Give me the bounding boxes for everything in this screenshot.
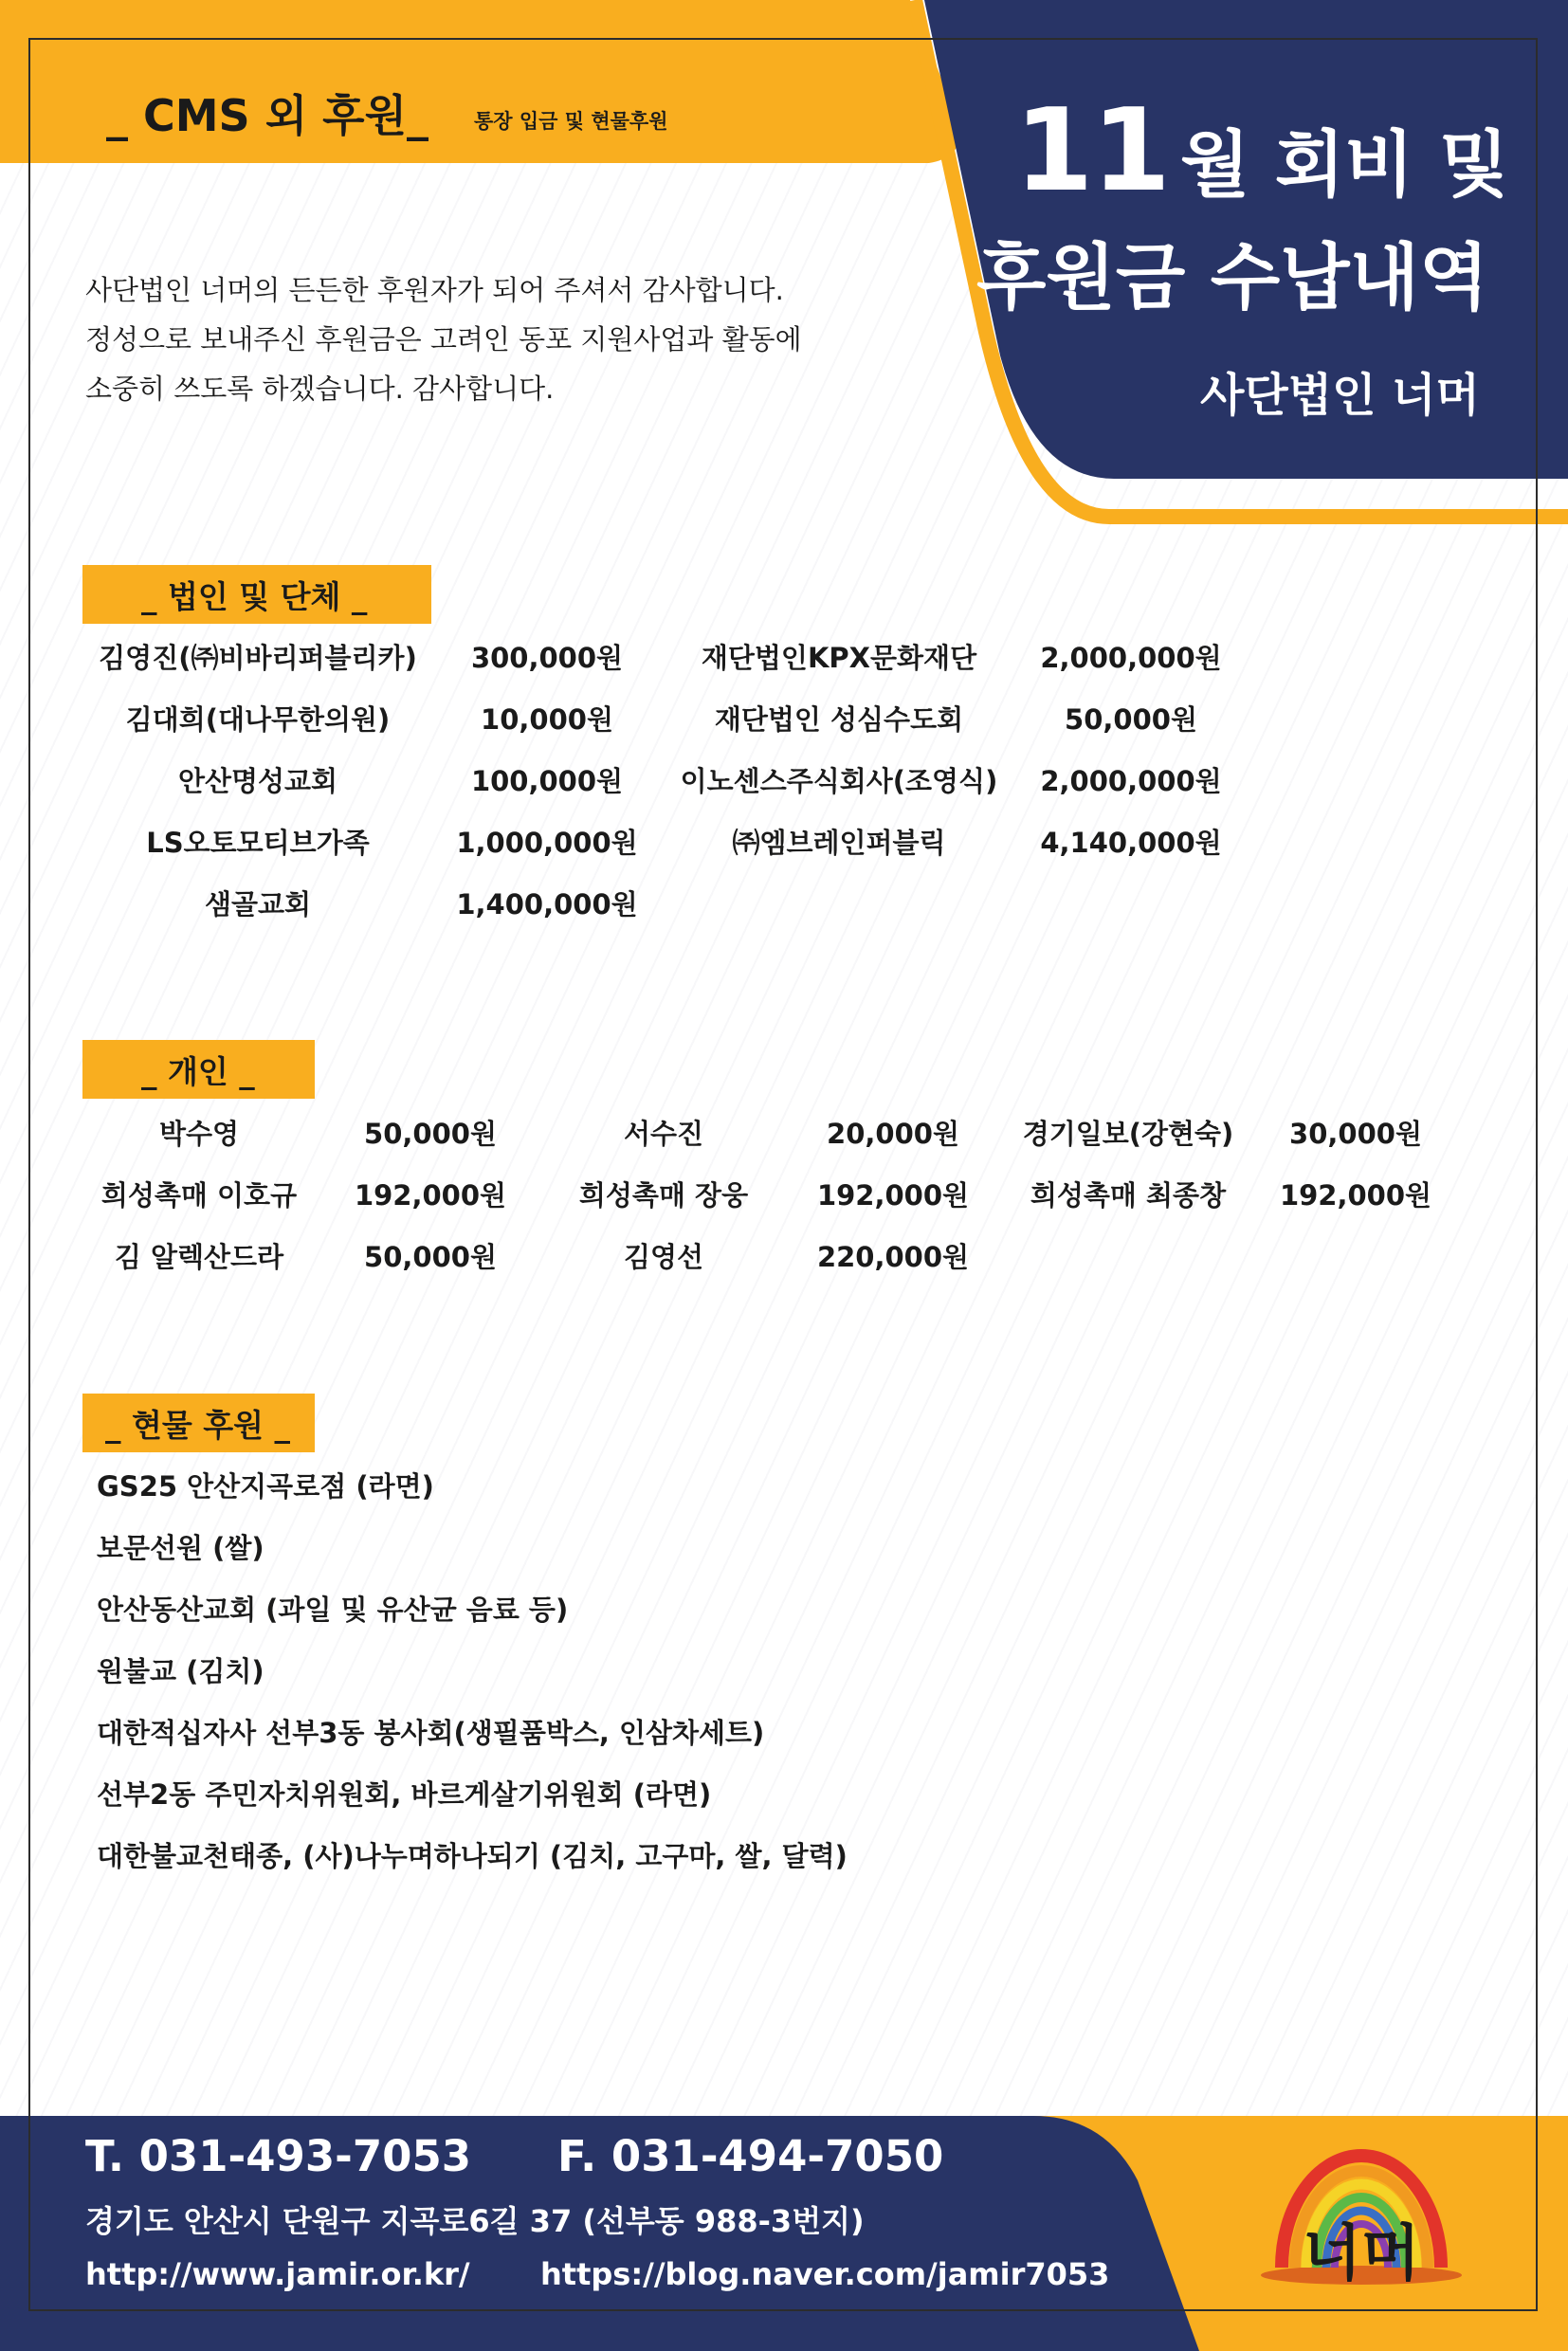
donation-amount: 50,000원 <box>364 1118 497 1150</box>
inkind-section-label: _ 현물 후원 _ <box>82 1394 315 1452</box>
title-rest: 월 회비 및 <box>1180 122 1509 207</box>
donor-name: 희성촉매 이호규 <box>100 1179 298 1212</box>
inkind-item: 대한적십자사 선부3동 봉사회(생필품박스, 인삼차세트) <box>97 1717 765 1749</box>
donor-name: 김대희(대나무한의원) <box>125 703 391 736</box>
cms-section-title: _ CMS 외 후원_ <box>106 90 429 141</box>
cms-section-subtitle: 통장 입금 및 현물후원 <box>474 110 668 133</box>
donor-name: 재단법인 성심수도회 <box>714 703 964 736</box>
page-title-line2: 후원금 수납내역 <box>976 235 1489 319</box>
donation-amount: 192,000원 <box>1279 1179 1432 1212</box>
donor-name: 희성촉매 장웅 <box>578 1179 749 1212</box>
intro-line: 정성으로 보내주신 후원금은 고려인 동포 지원사업과 활동에 <box>85 323 802 355</box>
inkind-item: 대한불교천태종, (사)나누며하나되기 (김치, 고구마, 쌀, 달력) <box>97 1840 848 1872</box>
organization-name: 사단법인 너머 <box>1200 369 1480 422</box>
donor-name: 서수진 <box>623 1118 704 1150</box>
donation-amount: 4,140,000원 <box>1040 827 1222 859</box>
donation-amount: 50,000원 <box>1065 703 1197 736</box>
inkind-item: GS25 안산지곡로점 (라면) <box>97 1470 434 1503</box>
donor-name: 이노센스주식회사(조영식) <box>680 765 998 797</box>
donation-amount: 192,000원 <box>354 1179 507 1212</box>
donation-amount: 30,000원 <box>1289 1118 1422 1150</box>
inkind-item: 안산동산교회 (과일 및 유산균 음료 등) <box>97 1594 569 1626</box>
inkind-item: 보문선원 (쌀) <box>97 1532 264 1564</box>
donation-amount: 100,000원 <box>470 765 624 797</box>
footer-blog-link[interactable]: https://blog.naver.com/jamir7053 <box>540 2256 1110 2292</box>
logo-text: 너머 <box>1303 2219 1420 2289</box>
corporate-section-label: _ 법인 및 단체 _ <box>82 565 431 624</box>
intro-paragraph <box>85 265 901 413</box>
donor-name: 샘골교회 <box>204 888 312 920</box>
donor-name: 김 알렉산드라 <box>114 1241 284 1273</box>
donor-name: 안산명성교회 <box>177 765 338 797</box>
donor-name: ㈜엠브레인퍼블릭 <box>732 827 946 859</box>
donor-name: 박수영 <box>158 1118 240 1150</box>
donation-amount: 300,000원 <box>470 642 624 674</box>
footer-fax: F. 031-494-7050 <box>557 2131 944 2181</box>
donation-amount: 1,400,000원 <box>456 888 638 920</box>
footer-website-link[interactable]: http://www.jamir.or.kr/ <box>85 2256 470 2292</box>
donation-amount: 2,000,000원 <box>1040 642 1222 674</box>
donation-amount: 1,000,000원 <box>456 827 638 859</box>
donor-name: 희성촉매 최종창 <box>1030 1179 1227 1212</box>
individual-section-label: _ 개인 _ <box>82 1040 315 1099</box>
inkind-item: 원불교 (김치) <box>97 1655 264 1687</box>
donation-amount: 2,000,000원 <box>1040 765 1222 797</box>
intro-line: 소중히 쓰도록 하겠습니다. 감사합니다. <box>85 373 555 405</box>
month-number: 11 <box>1014 85 1169 217</box>
donor-name: 재단법인KPX문화재단 <box>701 642 977 674</box>
footer-phone: T. 031-493-7053 <box>85 2131 472 2181</box>
footer-address: 경기도 안산시 단원구 지곡로6길 37 (선부동 988-3번지) <box>85 2203 865 2239</box>
donor-name: 경기일보(강현숙) <box>1022 1118 1234 1150</box>
donor-name: 김영선 <box>623 1241 704 1273</box>
donation-amount: 50,000원 <box>364 1241 497 1273</box>
donation-amount: 20,000원 <box>827 1118 959 1150</box>
donation-amount: 192,000원 <box>816 1179 970 1212</box>
donor-name: 김영진(㈜비바리퍼블리카) <box>99 642 417 674</box>
intro-line: 사단법인 너머의 든든한 후원자가 되어 주셔서 감사합니다. <box>85 274 784 306</box>
page-title-line1 <box>1014 85 1509 217</box>
donation-amount: 220,000원 <box>816 1241 970 1273</box>
inkind-item: 선부2동 주민자치위원회, 바르게살기위원회 (라면) <box>97 1778 712 1811</box>
donation-amount: 10,000원 <box>481 703 613 736</box>
donor-name: LS오토모티브가족 <box>146 827 370 859</box>
